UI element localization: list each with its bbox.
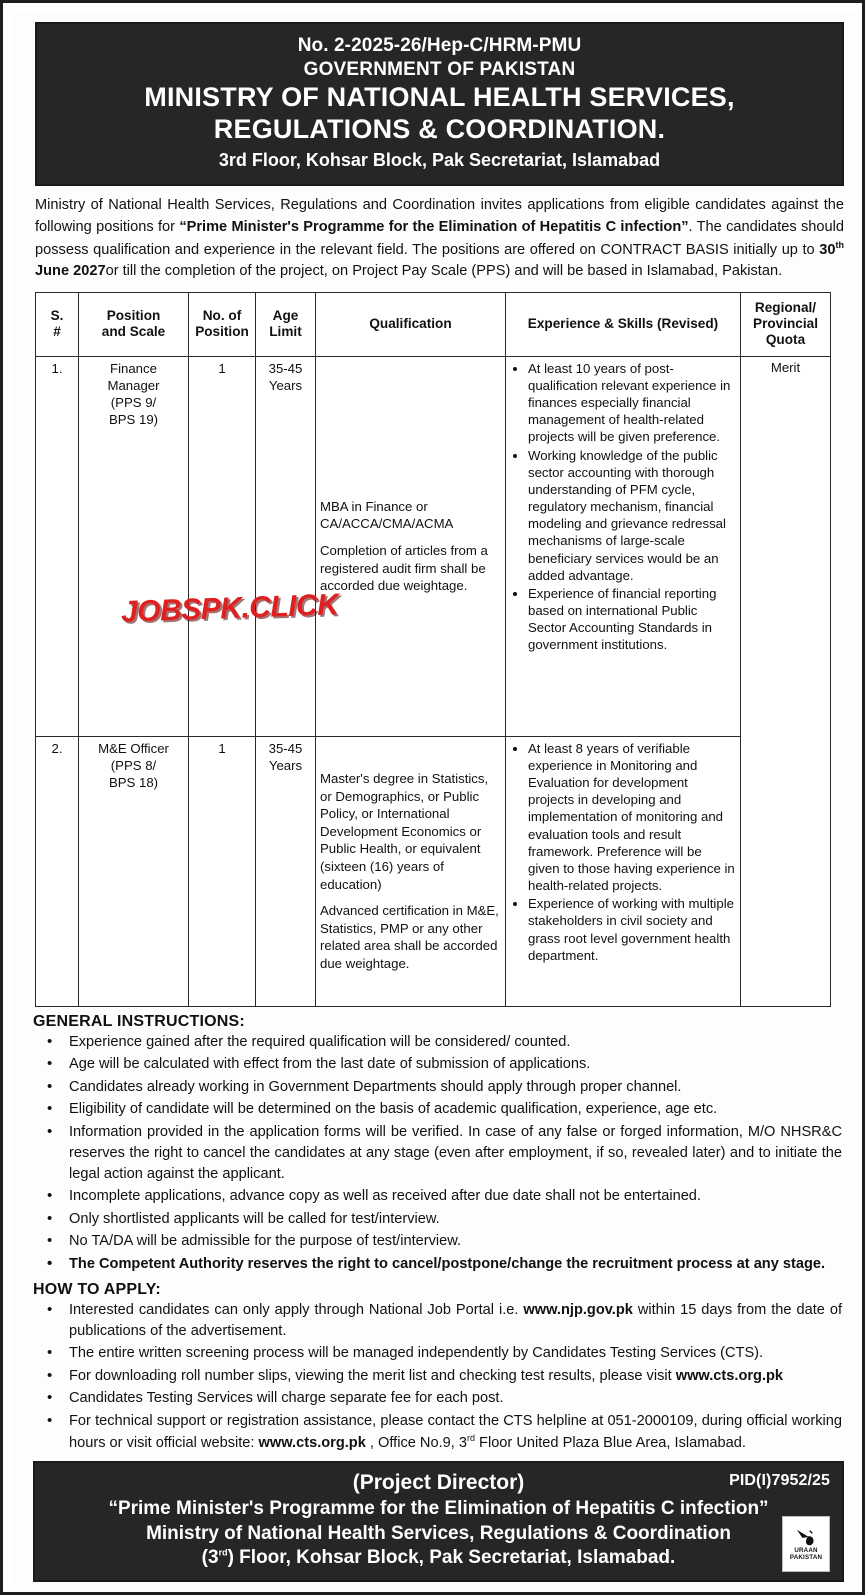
how-to-apply-section — [33, 1281, 842, 1454]
col-header-quota-l2: Provincial — [753, 315, 818, 331]
col-header-quota-l3: Quota — [765, 331, 806, 347]
how-to-apply-list — [33, 1300, 842, 1454]
how-to-apply-title: HOW TO APPLY: — [33, 1280, 161, 1298]
row1-qualification — [316, 356, 506, 736]
row2-position-l3: BPS 18) — [108, 775, 159, 791]
row1-experience-item: • Working knowledge of the public sector accounting with thorough understanding of PFM cycle, regulatory mechanism, financial modeling and grievance redressal mechanisms of large-scale beneficiary services would be an added advantage. — [528, 447, 736, 584]
col-header-experience: Experience & Skills (Revised) — [506, 292, 741, 356]
instruction-item: • Only shortlisted applicants will be called for test/interview. — [33, 1209, 842, 1230]
uraan-logo-line2: PAKISTAN — [789, 1553, 823, 1561]
row1-position-l3: (PPS 9/ — [110, 395, 157, 411]
government-label: GOVERNMENT OF PAKISTAN — [303, 58, 576, 80]
instruction-item: • Experience gained after the required qualification will be considered/ counted. — [33, 1032, 842, 1053]
apply-item-helpline — [33, 1411, 842, 1454]
apply-item-njp — [33, 1300, 842, 1342]
row2-no-of-position: 1 — [189, 736, 256, 1006]
row2-experience — [506, 736, 741, 1006]
row1-experience-item: • Experience of financial reporting based on international Public Sector Accounting Standards in government institutions. — [528, 585, 736, 654]
row1-position-l2: Manager — [107, 377, 160, 393]
apply-item-roll-slips — [33, 1366, 842, 1387]
col-header-qualification: Qualification — [316, 292, 506, 356]
general-instructions-section — [33, 1013, 842, 1275]
general-instructions-list — [33, 1032, 842, 1275]
apply-item-roll-slips-text: For downloading roll number slips, viewing the merit list and checking test results, please visit — [69, 1367, 676, 1384]
apply-item-njp-text-b: within 15 days from the date of publications of the advertisement. — [69, 1301, 842, 1339]
cts-website-link[interactable]: www.cts.org.pk — [675, 1367, 784, 1384]
footer-programme-name: “Prime Minister's Programme for the Elimination of Hepatitis C infection” — [108, 1497, 769, 1519]
row1-position-l1: Finance — [110, 360, 157, 376]
apply-item-njp-text-a: Interested candidates can only apply through National Job Portal i.e. — [69, 1301, 524, 1318]
intro-part2: . The candidates should possess qualification and experience in the relevant field. The positions are offered on CONTRACT BASIS initially up to — [35, 219, 844, 258]
intro-programme-name: “Prime Minister's Programme for the Elimination of Hepatitis C infection” — [179, 219, 689, 236]
table-header-row — [36, 292, 831, 356]
table-row — [36, 356, 831, 736]
row1-position — [79, 356, 189, 736]
instruction-item: • No TA/DA will be admissible for the purpose of test/interview. — [33, 1231, 842, 1252]
row1-qualification-p1: MBA in Finance or CA/ACCA/CMA/ACMA — [320, 498, 454, 532]
col-header-no-of-position — [189, 292, 256, 356]
reference-number: No. 2-2025-26/Hep-C/HRM-PMU — [297, 35, 582, 56]
instruction-item: • Eligibility of candidate will be determined on the basis of academic qualification, experience, age etc. — [33, 1099, 842, 1120]
row1-position-l4: BPS 19) — [108, 412, 159, 428]
row2-position — [79, 736, 189, 1006]
row1-age-limit — [256, 356, 316, 736]
row1-experience-item: • At least 10 years of post-qualification relevant experience in finances especially financial management of health-related projects will be given preference. — [528, 360, 736, 446]
col-header-serial-l2: # — [53, 323, 61, 339]
footer-address-b: ) Floor, Kohsar Block, Pak Secretariat, Islamabad. — [227, 1547, 676, 1569]
col-header-position-l2: and Scale — [101, 323, 166, 339]
row2-experience-item: • At least 8 years of verifiable experience in Monitoring and Evaluation for development projects in developing and implementation of monitoring and evaluation tools and result framework. Preference will be given to those having experience in health-related projects. — [528, 740, 736, 894]
row2-position-l1: M&E Officer — [98, 740, 169, 756]
row2-age-l1: 35-45 — [268, 740, 303, 756]
instruction-item: • Information provided in the application forms will be verified. In case of any false or forged information, M/O NHSR&C reserves the right to cancel the candidates at any stage (even after employment, if so, revealed later) and to initiate the legal action against the applicant. — [33, 1122, 842, 1185]
row2-age-l2: Years — [268, 757, 303, 773]
ministry-title-line1: MINISTRY OF NATIONAL HEALTH SERVICES, — [144, 82, 735, 113]
col-header-nopos-l2: Position — [195, 323, 249, 339]
intro-part1: Ministry of National Health Services, Regulations and Coordination invites applications from eligible candidates against the following positions for — [35, 197, 844, 236]
row1-qualification-p2: Completion of articles from a registered audit firm shall be accorded due weightage. — [320, 543, 488, 594]
apply-item-cts-screening: • The entire written screening process will be managed independently by Candidates Testing Services (CTS). — [33, 1343, 842, 1364]
row1-experience-list — [510, 360, 736, 654]
footer-ministry: Ministry of National Health Services, Regulations & Coordination — [146, 1522, 731, 1544]
uraan-logo-line1: URAAN — [794, 1546, 818, 1554]
site-watermark: JOBSPK.CLICK — [120, 587, 339, 629]
project-director-label: (Project Director) — [352, 1470, 525, 1494]
col-header-position — [79, 292, 189, 356]
row1-age-l2: Years — [268, 377, 303, 393]
col-header-age-limit — [256, 292, 316, 356]
row1-age-l1: 35-45 — [268, 360, 303, 376]
intro-part3: or till the completion of the project, on Project Pay Scale (PPS) and will be based in Islamabad, Pakistan. — [105, 263, 783, 280]
footer-address — [45, 1546, 832, 1571]
advertisement-header — [35, 22, 844, 186]
apply-item-helpline-text-b: , Office No.9, 3 — [365, 1434, 467, 1451]
col-header-quota-l1: Regional/ — [754, 299, 817, 315]
col-header-serial — [36, 292, 79, 356]
row2-serial: 2. — [36, 736, 79, 1006]
col-header-age-l1: Age — [272, 307, 299, 323]
row2-qualification-p1: Master's degree in Statistics, or Demographics, or Public Policy, or International Development Economics or Public Health, or equivalent (sixteen (16) years of education) — [320, 771, 489, 892]
col-header-position-l1: Position — [106, 307, 161, 323]
instruction-item: • Candidates already working in Government Departments should apply through proper channel. — [33, 1077, 842, 1098]
instruction-item-competent-authority: • The Competent Authority reserves the right to cancel/postpone/change the recruitment process at any stage. — [33, 1254, 842, 1275]
instruction-item: • Incomplete applications, advance copy as well as received after due date shall not be entertained. — [33, 1186, 842, 1207]
intro-deadline-ordinal: th — [835, 239, 844, 250]
advertisement-footer — [33, 1461, 844, 1582]
col-header-serial-l1: S. — [50, 307, 64, 323]
footer-address-a: (3 — [201, 1547, 219, 1569]
intro-deadline-day: 30 — [819, 241, 836, 258]
apply-item-helpline-text-c: Floor United Plaza Blue Area, Islamabad. — [474, 1434, 746, 1451]
row2-age-limit — [256, 736, 316, 1006]
row2-experience-item: • Experience of working with multiple stakeholders in civil society and grass root level government health department. — [528, 895, 736, 964]
table-row — [36, 736, 831, 1006]
instruction-item: • Age will be calculated with effect from the last date of submission of applications. — [33, 1054, 842, 1075]
col-header-nopos-l1: No. of — [202, 307, 242, 323]
col-header-age-l2: Limit — [269, 323, 302, 339]
apply-item-helpline-ordinal: rd — [466, 1432, 475, 1443]
njp-portal-link[interactable]: www.njp.gov.pk — [523, 1301, 633, 1318]
apply-item-helpline-text-a: For technical support or registration assistance, please contact the CTS helpline at 051-2000109, during official working hours or visit official website: — [69, 1412, 842, 1451]
apply-item-fee: • Candidates Testing Services will charge separate fee for each post. — [33, 1388, 842, 1409]
uraan-pakistan-logo — [782, 1516, 830, 1572]
uraan-bird-icon — [795, 1527, 817, 1547]
row2-position-l2: (PPS 8/ — [110, 757, 157, 773]
positions-table-wrapper — [35, 292, 830, 1007]
quota-value-cell: Merit — [741, 356, 831, 1006]
pid-number: PID(I)7952/25 — [729, 1471, 830, 1489]
header-address: 3rd Floor, Kohsar Block, Pak Secretariat, Islamabad — [218, 150, 661, 171]
ministry-title-line2: REGULATIONS & COORDINATION. — [213, 113, 666, 144]
row2-experience-list — [510, 740, 736, 964]
col-header-quota — [741, 292, 831, 356]
row1-serial: 1. — [36, 356, 79, 736]
footer-address-ordinal: rd — [218, 1547, 228, 1558]
advertisement-inner — [11, 11, 860, 1590]
cts-website-link-2[interactable]: www.cts.org.pk — [258, 1434, 366, 1451]
intro-deadline-month-year: June 2027 — [35, 263, 106, 280]
positions-table — [35, 292, 831, 1007]
row2-qualification-p2: Advanced certification in M&E, Statistics, PMP or any other related area shall be accorded due weightage. — [320, 903, 499, 971]
intro-paragraph — [35, 195, 844, 282]
general-instructions-title: GENERAL INSTRUCTIONS: — [33, 1012, 245, 1030]
row1-experience — [506, 356, 741, 736]
row2-qualification — [316, 736, 506, 1006]
row1-no-of-position: 1 — [189, 356, 256, 736]
